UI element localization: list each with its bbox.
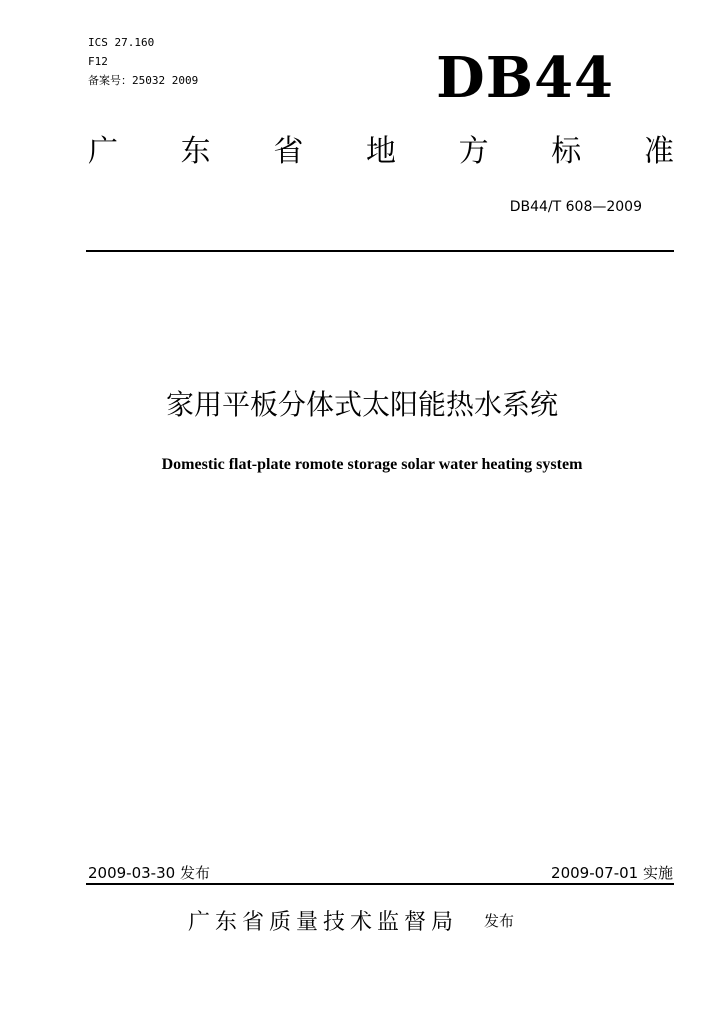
issuer-suffix: 发布 (484, 912, 515, 930)
standard-type-title (88, 132, 674, 172)
classification-code: F12 (88, 55, 108, 68)
issue-date: 2009-03-30 发布 (88, 864, 210, 882)
bottom-divider (86, 883, 674, 885)
top-divider (86, 250, 674, 252)
standard-type-char: 东 (180, 134, 211, 169)
standard-type-char: 准 (643, 134, 674, 169)
record-number: 备案号：25032 2009 (88, 74, 199, 87)
implementation-date: 2009-07-01 实施 (551, 864, 673, 882)
standard-type-char: 广 (88, 134, 118, 169)
document-title-chinese: 家用平板分体式太阳能热水系统 (165, 388, 558, 421)
document-title-english: Domestic flat-plate romote storage solar water heating system (161, 456, 583, 473)
standard-mark: DB44 (436, 45, 614, 111)
standard-type-char: 标 (551, 134, 582, 169)
issuer-line (188, 905, 514, 936)
ics-code: ICS 27.160 (88, 36, 155, 49)
standard-type-char: 省 (273, 134, 304, 169)
standard-type-char: 地 (365, 134, 396, 169)
issuer-name: 广东省质量技术监督局 (188, 910, 459, 935)
standard-type-char: 方 (458, 134, 489, 169)
standard-code: DB44/T 608—2009 (509, 199, 642, 215)
